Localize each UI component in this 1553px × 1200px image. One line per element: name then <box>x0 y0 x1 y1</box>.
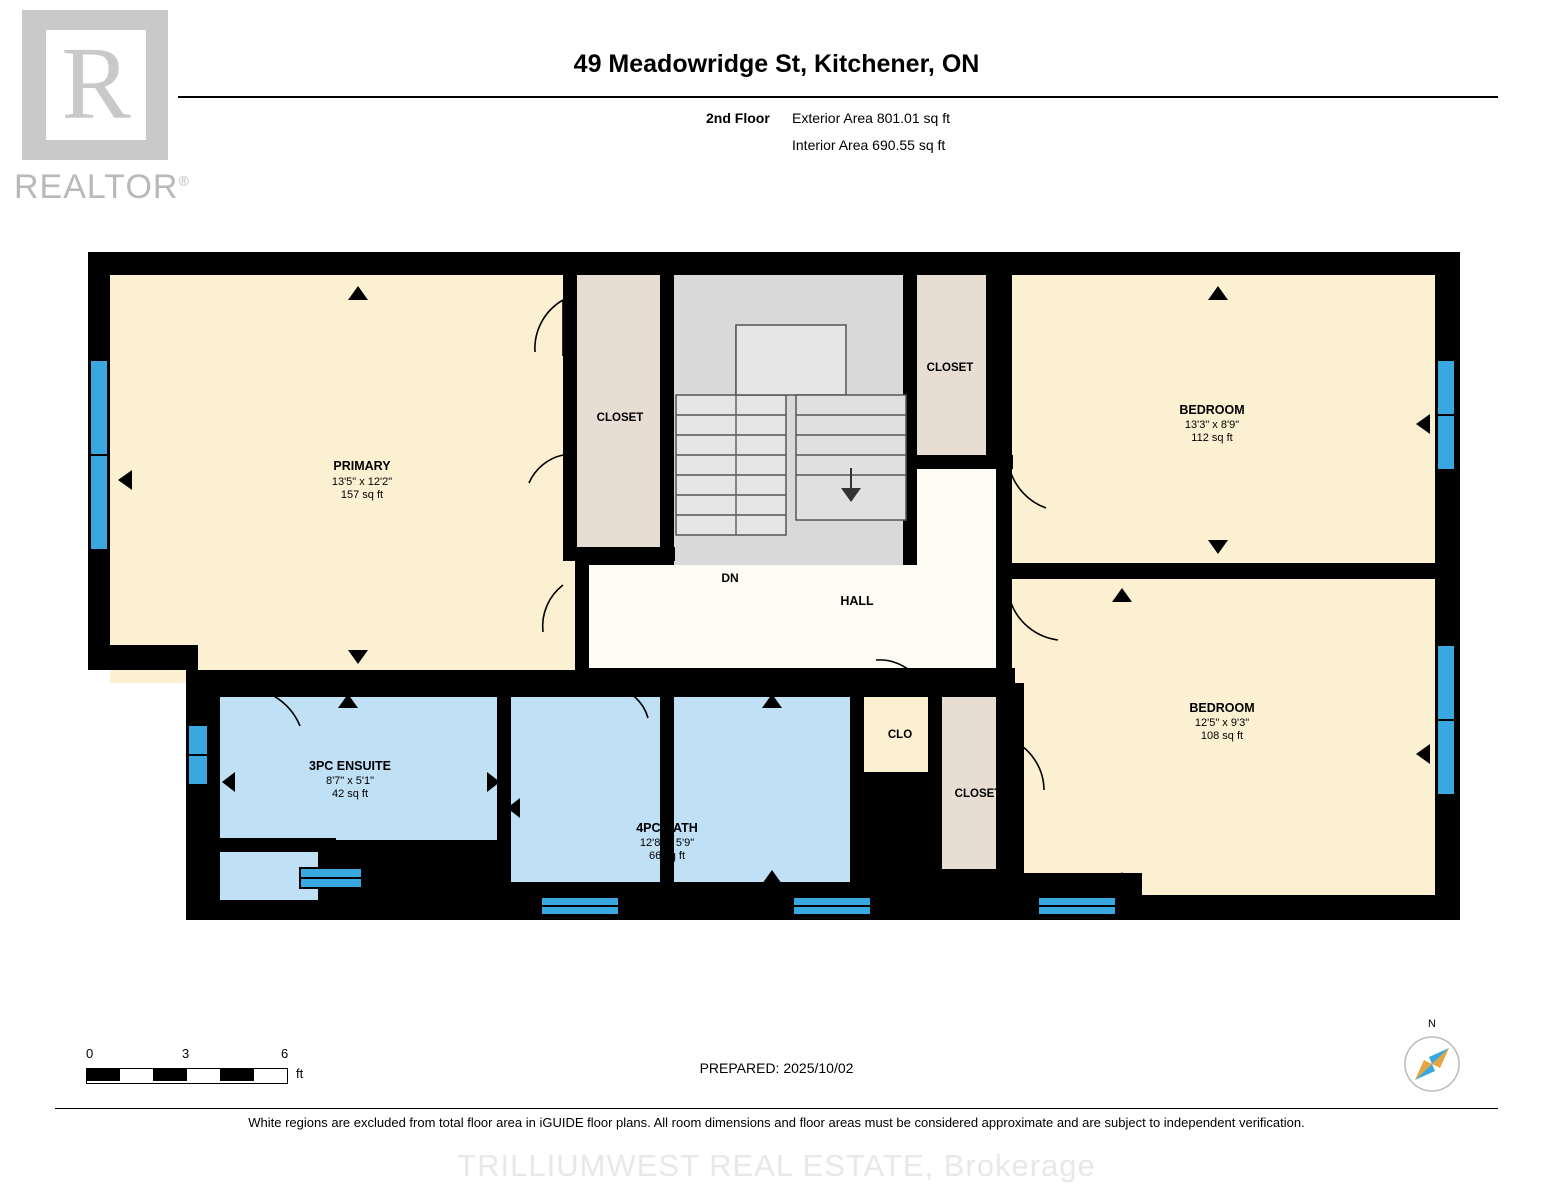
room-label-bedroom-bottom: BEDROOM <box>1189 701 1255 715</box>
room-area-primary: 157 sq ft <box>340 489 384 501</box>
realtor-logo-letter: R <box>46 30 146 140</box>
scale-tick-0: 0 <box>86 1046 94 1061</box>
brokerage-watermark: TRILLIUMWEST REAL ESTATE, Brokerage <box>457 1148 1096 1183</box>
room-area-bedroom-bottom: 108 sq ft <box>1200 730 1244 742</box>
label-clo: CLO <box>887 729 913 741</box>
prepared-date: PREPARED: 2025/10/02 <box>699 1060 854 1076</box>
room-dims-bath: 12'8" x 5'9" <box>639 837 695 849</box>
label-closet-top-right: CLOSET <box>926 362 974 374</box>
label-dn: DN <box>721 571 739 585</box>
page-title: 49 Meadowridge St, Kitchener, ON <box>573 50 980 78</box>
realtor-word-text: REALTOR <box>14 168 179 206</box>
realtor-registered-mark: ® <box>178 172 190 189</box>
disclaimer-text: White regions are excluded from total floor area in iGUIDE floor plans. All room dimensions and floor areas must be considered approximate and are subject to independent verification. <box>248 1115 1305 1130</box>
room-label-ensuite: 3PC ENSUITE <box>309 759 391 773</box>
interior-area-text: Interior Area 690.55 sq ft <box>792 137 946 153</box>
scale-tick-3: 3 <box>182 1046 190 1061</box>
label-closet-bottom-right: CLOSET <box>954 788 1002 800</box>
scale-unit-label: ft <box>296 1066 304 1081</box>
scale-tick-6: 6 <box>281 1046 289 1061</box>
room-dims-bedroom-top: 13'3" x 8'9" <box>1184 419 1240 431</box>
label-closet-primary: CLOSET <box>596 412 644 424</box>
room-dims-primary: 13'5" x 12'2" <box>331 476 393 488</box>
compass-icon <box>1403 1035 1461 1093</box>
room-dims-ensuite: 8'7" x 5'1" <box>325 775 375 787</box>
hall-fill <box>586 565 1010 672</box>
room-label-primary: PRIMARY <box>333 459 391 473</box>
room-area-ensuite: 42 sq ft <box>331 788 369 800</box>
room-label-bedroom-top: BEDROOM <box>1179 403 1245 417</box>
room-dims-bedroom-bottom: 12'5" x 9'3" <box>1194 717 1250 729</box>
compass-north-label: N <box>1428 1018 1436 1030</box>
exterior-area-text: Exterior Area 801.01 sq ft <box>792 110 950 126</box>
label-hall: HALL <box>840 594 874 608</box>
footer-divider <box>55 1108 1498 1109</box>
room-label-bath: 4PC BATH <box>636 821 698 835</box>
room-area-bedroom-top: 112 sq ft <box>1191 432 1233 444</box>
bath-4pc-fill <box>510 697 863 894</box>
room-area-bath: 66 sq ft <box>648 850 686 862</box>
floor-label: 2nd Floor <box>706 110 770 126</box>
